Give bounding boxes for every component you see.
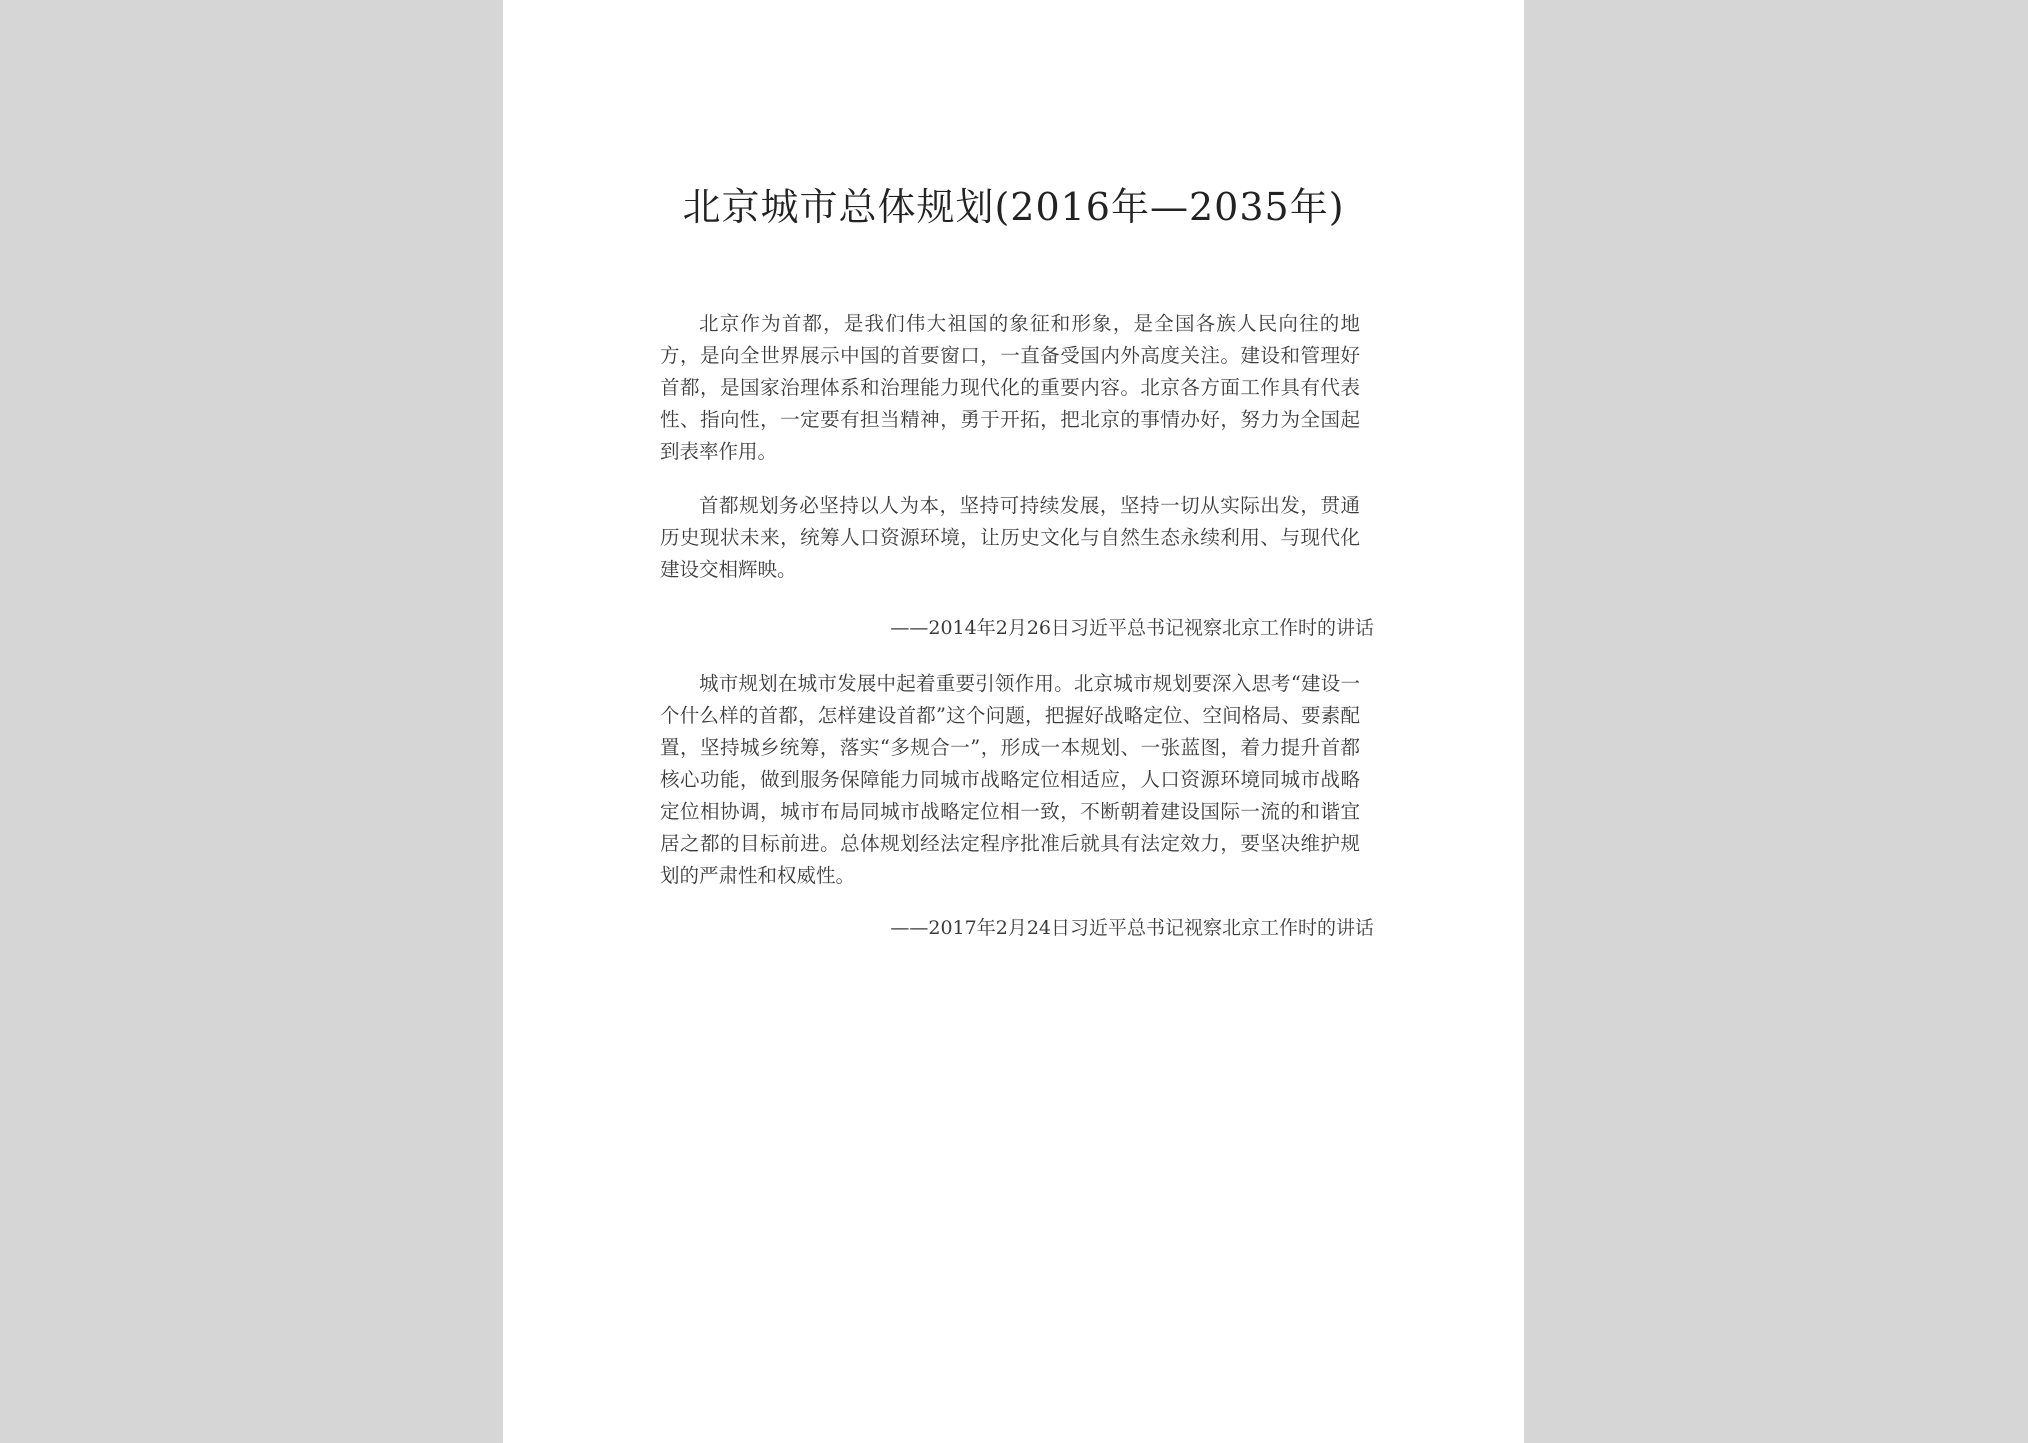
page-title: 北京城市总体规划(2016年—2035年) [682,185,1345,229]
paragraph-3: 城市规划在城市发展中起着重要引领作用。北京城市规划要深入思考“建设一个什么样的首都，怎样建设首都”这个问题，把握好战略定位、空间格局、要素配置，坚持城乡统筹，落实“多规合一”，形成一本规划、一张蓝图，着力提升首都核心功能，做到服务保障能力同城市战略定位相适应，人口资源环境同城市战略定位相协调，城市布局同城市战略定位相一致，不断朝着建设国际一流的和谐宜居之都的目标前进。总体规划经法定程序批准后就具有法定效力，要坚决维护规划的严肃性和权威性。 [660,672,1360,887]
quote-attribution-2014: ——2014年2月26日习近平总书记视察北京工作时的讲话 [890,617,1374,639]
quote-attribution-2017: ——2017年2月24日习近平总书记视察北京工作时的讲话 [890,917,1374,939]
paragraph-2: 首都规划务必坚持以人为本，坚持可持续发展，坚持一切从实际出发，贯通历史现状未来，统筹人口资源环境，让历史文化与自然生态永续利用、与现代化建设交相辉映。 [660,494,1360,581]
document-page [503,0,1524,1443]
paragraph-1: 北京作为首都，是我们伟大祖国的象征和形象，是全国各族人民向往的地方，是向全世界展示中国的首要窗口，一直备受国内外高度关注。建设和管理好首都，是国家治理体系和治理能力现代化的重要内容。北京各方面工作具有代表性、指向性，一定要有担当精神，勇于开拓，把北京的事情办好，努力为全国起到表率作用。 [660,312,1360,463]
